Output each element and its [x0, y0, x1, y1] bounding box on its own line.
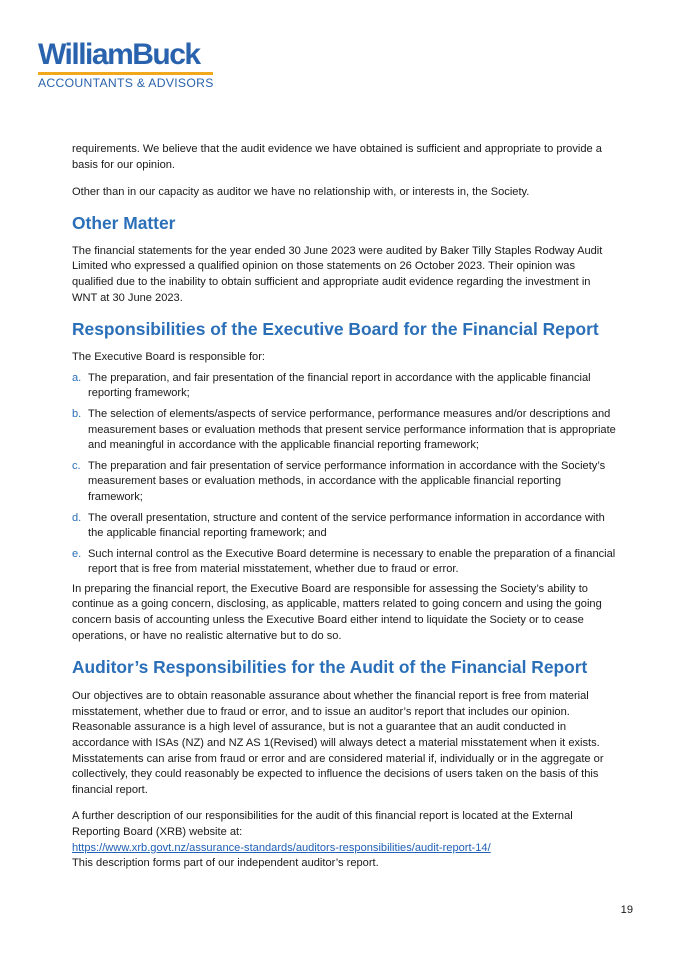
list-item-text: The preparation and fair presentation of service performance information in accordance with the Society’s measurement bases or evaluation methods, in accordance with the applicable financial reporting framework; — [88, 459, 606, 503]
further-description-text: A further description of our responsibilities for the audit of this financial report is located at the External Reporting Board (XRB) website at: — [72, 810, 573, 838]
list-item-text: The selection of elements/aspects of service performance, performance measures and/or descriptions and measurement bases or evaluation methods that present service performance information that is appropriate and meaningful in accordance with the applicable financial reporting framework; — [88, 407, 616, 452]
list-marker: c. — [72, 459, 81, 472]
other-matter-paragraph: The financial statements for the year ended 30 June 2023 were audited by Baker Tilly Staples Rodway Audit Limited who expressed a qualified opinion on those statements on 26 October 2023. Their opinion was qualified due to the inability to obtain sufficient and appropriate audit evidence regarding the investment in WNT at 30 June 2023. — [72, 244, 603, 304]
list-marker: a. — [72, 371, 82, 384]
company-logo — [38, 40, 218, 90]
board-responsibilities-heading: Responsibilities of the Executive Board for the Financial Report — [72, 319, 599, 340]
going-concern-paragraph: In preparing the financial report, the Executive Board are responsible for assessing the Society’s ability to continue as a going concern, disclosing, as applicable, matters related to going concern and using the going concern basis of accounting unless the Executive Board either intend to liquidate the Society or to cease operations, or have no realistic alternative but to do so. — [72, 582, 602, 642]
further-description-paragraph — [72, 809, 617, 871]
logo-tagline: ACCOUNTANTS & ADVISORS — [38, 76, 214, 90]
list-item-text: The overall presentation, structure and content of the service performance information in accordance with the applicable financial reporting framework; and — [88, 511, 605, 540]
list-marker: d. — [72, 511, 82, 524]
list-item-text: Such internal control as the Executive Board determine is necessary to enable the preparation of a financial report that is free from material misstatement, whether due to fraud or error. — [88, 547, 616, 576]
board-responsibilities-lead: The Executive Board is responsible for: — [72, 351, 266, 364]
board-responsibilities-list — [72, 371, 617, 578]
auditor-objectives-paragraph: Our objectives are to obtain reasonable assurance about whether the financial report is free from material misstatement, whether due to fraud or error, and to issue an auditor’s report that includes our opinion. Reasonable assurance is a high level of assurance, but is not a guarantee that an audit conducted in accordance with ISAs (NZ) and NZ AS 1(Revised) will always detect a material misstatement when it exists. Misstatements can arise from fraud or error and are considered material if, individually or in the aggregate or collectively, they could reasonably be expected to influence the decisions of users taken on the basis of this financial report. — [72, 690, 604, 796]
list-item — [72, 547, 617, 578]
logo-wordmark: WilliamBuck — [38, 38, 200, 71]
list-marker: e. — [72, 547, 82, 560]
list-item — [72, 459, 617, 506]
xrb-link[interactable]: https://www.xrb.govt.nz/assurance-standards/auditors-responsibilities/audit-report-14/ — [72, 841, 491, 854]
document-body — [72, 142, 617, 872]
independence-paragraph: Other than in our capacity as auditor we have no relationship with, or interests in, the Society. — [72, 186, 530, 199]
list-item — [72, 371, 617, 402]
page-number: 19 — [620, 904, 633, 916]
other-matter-heading: Other Matter — [72, 212, 176, 233]
list-item — [72, 407, 617, 454]
list-item-text: The preparation, and fair presentation of the financial report in accordance with the applicable financial reporting framework; — [88, 371, 591, 400]
intro-paragraph: requirements. We believe that the audit evidence we have obtained is sufficient and appropriate to provide a basis for our opinion. — [72, 143, 602, 171]
list-item — [72, 511, 617, 542]
list-marker: b. — [72, 407, 82, 420]
auditor-responsibilities-heading: Auditor’s Responsibilities for the Audit of the Financial Report — [72, 657, 588, 678]
logo-rule — [38, 72, 213, 75]
description-note: This description forms part of our independent auditor’s report. — [72, 857, 379, 870]
